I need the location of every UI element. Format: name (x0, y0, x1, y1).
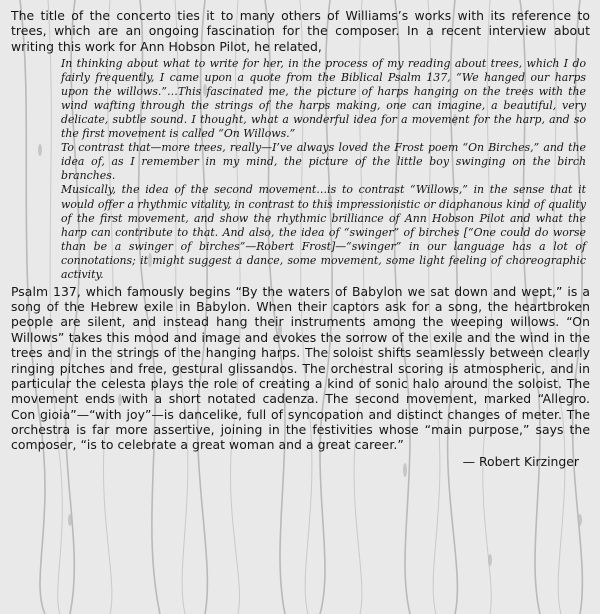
intro-paragraph: The title of the concerto ties it to many others of Williams’s works with its reference to trees, which are an ongoing fascination for the composer. In a recent interview about writing this work for Ann Hobson Pilot, he related, (11, 8, 590, 54)
quote-paragraph: In thinking about what to write for her, in the process of my reading about trees, which I do fairly frequently, I came upon a quote from the Biblical Psalm 137, “We hanged our harps upon the willows.”…This fascinated me, the picture of harps hanging on the trees with the wind wafting through the strings of the harps making, one can imagine, a beautiful, very delicate, subtle sound. I thought, what a wonderful idea for a movement for the harp, and so the first movement is called “On Willows.” (61, 57, 586, 141)
body-paragraph: Psalm 137, which famously begins “By the waters of Babylon we sat down and wept,” is a song of the Hebrew exile in Babylon. When their captors ask for a song, the heartbroken people are silent, and instead hang their instruments among the weeping willows. “On Willows” takes this mood and image and evokes the sorrow of the exile and the wind in the trees and in the strings of the hanging harps. The soloist shifts seamlessly between clearly ringing pitches and free, gestural glissandos. The orchestral scoring is atmospheric, and in particular the celesta plays the role of creating a kind of sonic halo around the soloist. The movement ends with a short notated cadenza. The second movement, marked “Allegro. Con gioia”—“with joy”—is dancelike, full of syncopation and distinct changes of meter. The orchestra is far more assertive, joining in the festivities whose “main purpose,” says the composer, “is to celebrate a great woman and a great career.” (11, 283, 590, 453)
block-quote (61, 57, 586, 282)
quote-paragraph: To contrast that—more trees, really—I’ve always loved the Frost poem “On Birches,” and the idea of, as I remember in my mind, the picture of the little boy swinging on the birch branches. (61, 141, 586, 183)
quote-paragraph: Musically, the idea of the second movement…is to contrast “Willows,” in the sense that it would offer a rhythmic vitality, in contrast to this impressionistic or diaphanous kind of quality of the first movement, and show the rhythmic brilliance of Ann Hobson Pilot and what the harp can contribute to that. And also, the idea of “swinger” of birches [“One could do worse than be a swinger of birches”—Robert Frost]—“swinger” in our language has a lot of connotations; it might suggest a dance, some movement, some light feeling of choreographic activity. (61, 183, 586, 281)
author-attribution: — Robert Kirzinger (462, 453, 579, 469)
